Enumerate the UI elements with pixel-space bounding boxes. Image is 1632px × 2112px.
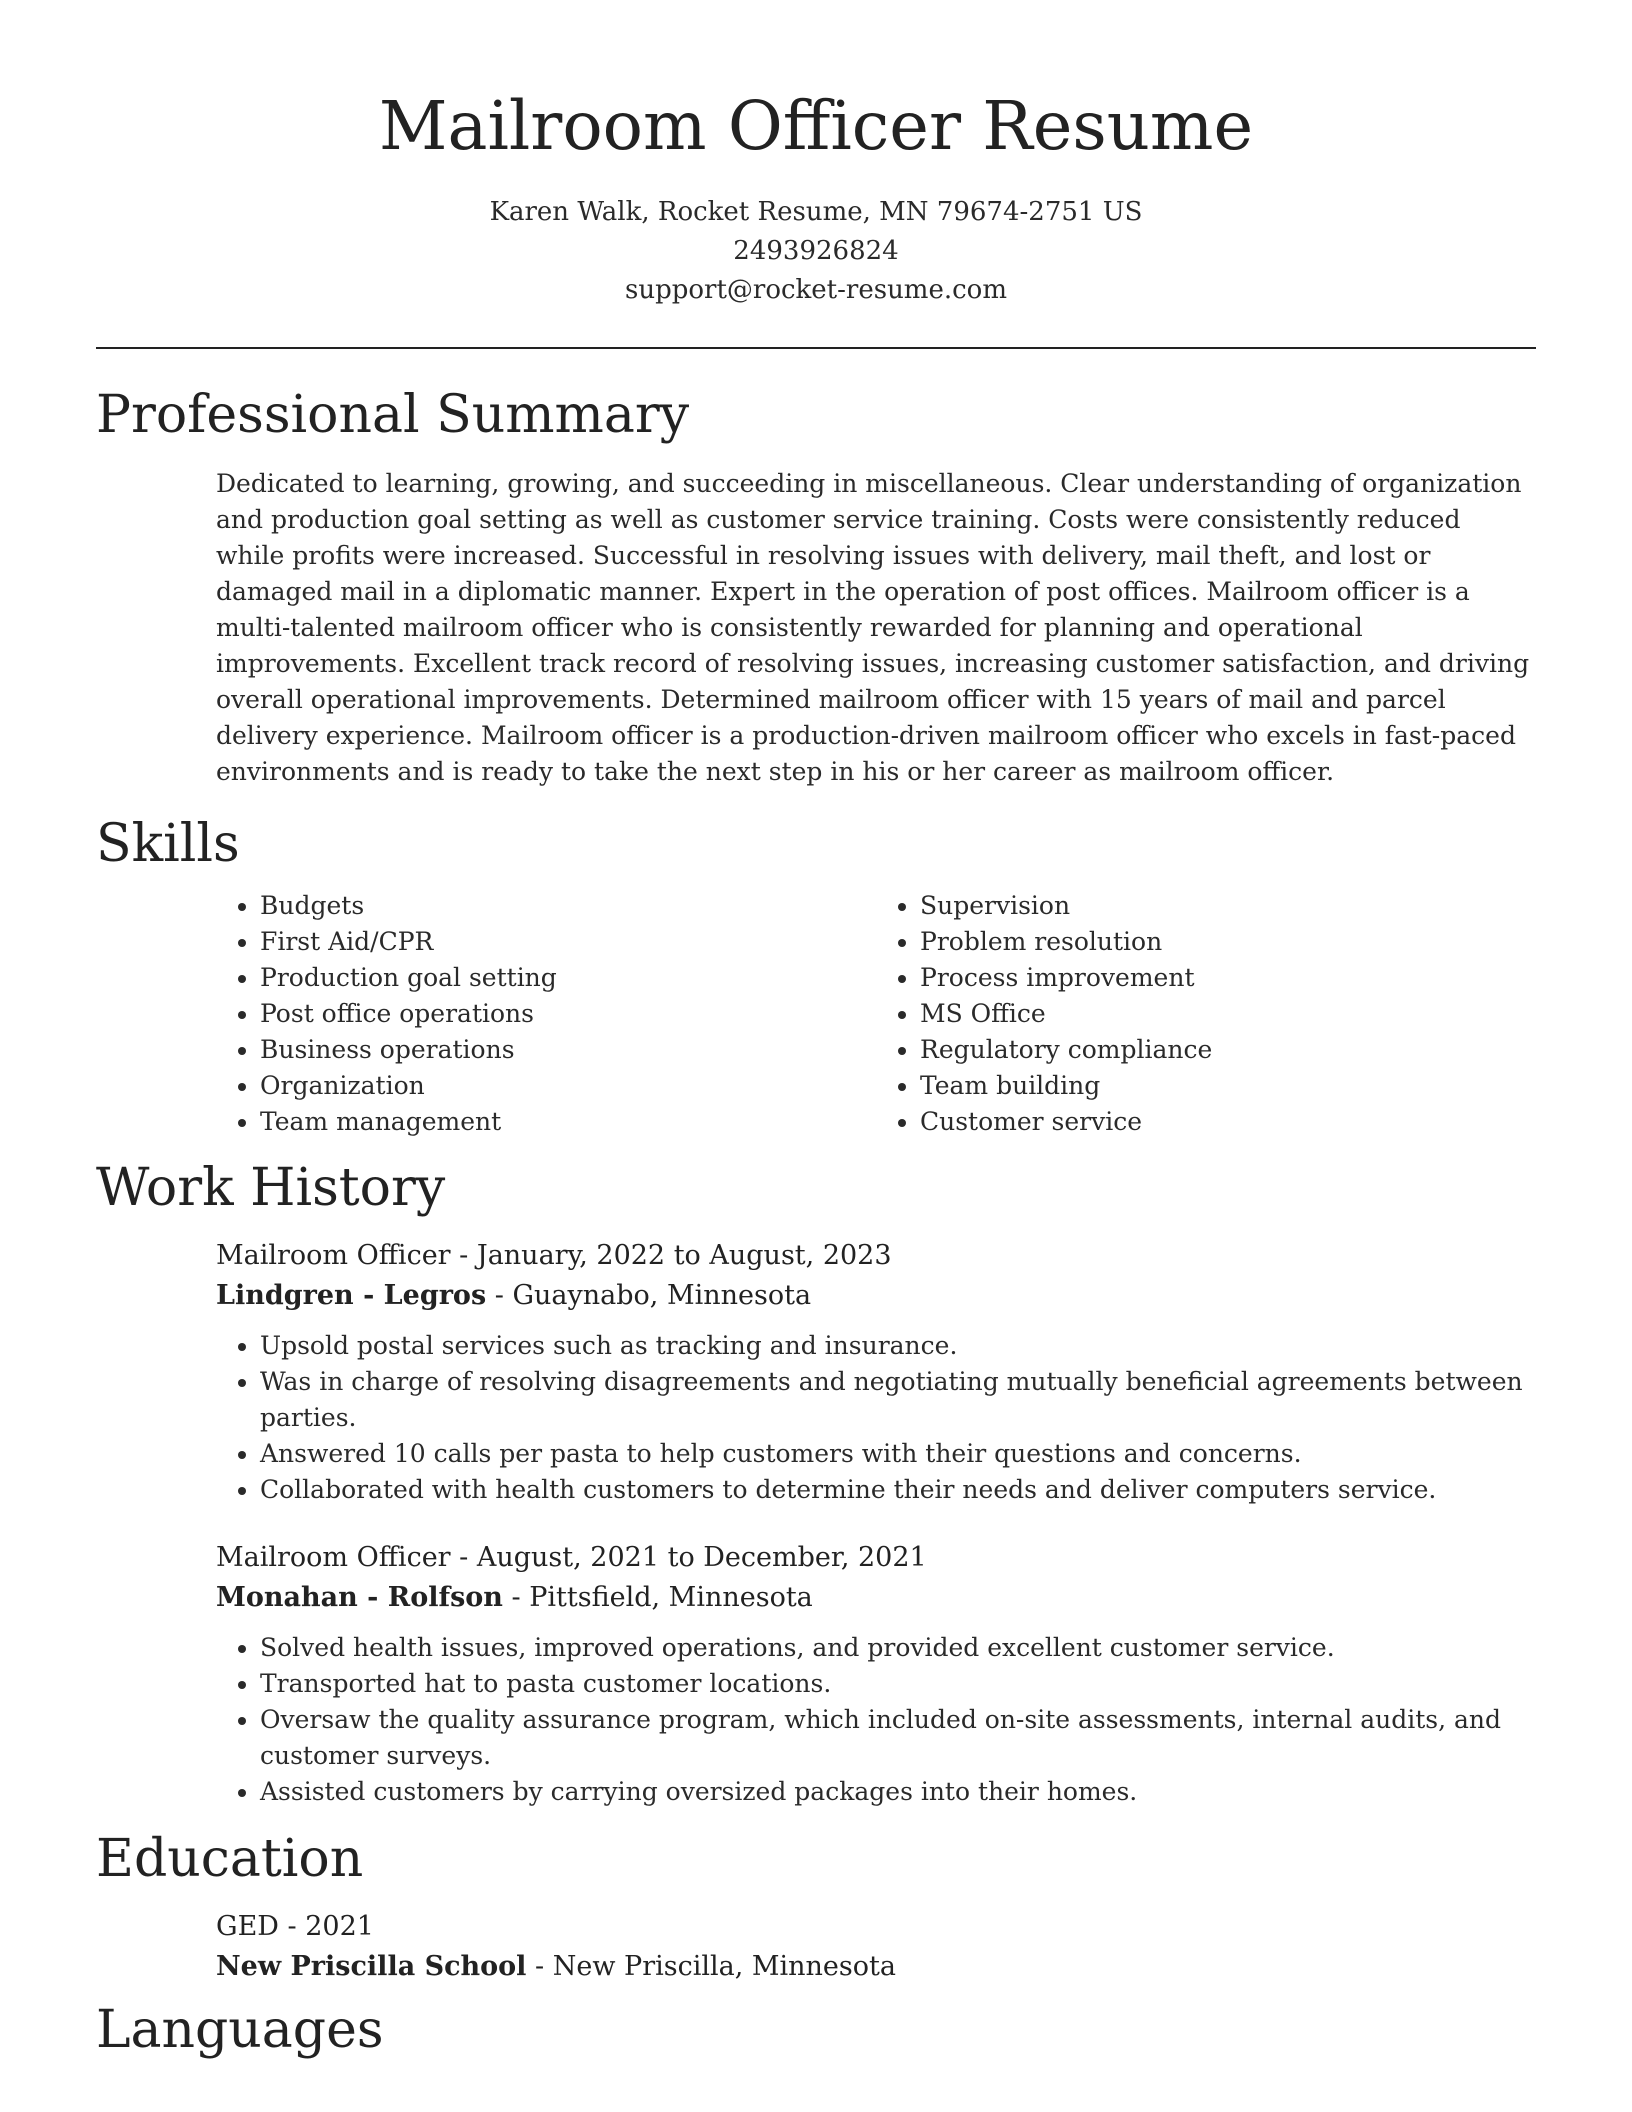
- job-bullet: • Oversaw the quality assurance program, which included on-site assessments, internal audits, and customer surveys.: [260, 1702, 1536, 1774]
- job-bullets: [216, 1328, 1536, 1508]
- header-divider: [96, 347, 1536, 349]
- contact-block: [96, 193, 1536, 310]
- job-entry: [216, 1236, 1536, 1508]
- job-location: - Guaynabo, Minnesota: [486, 1280, 812, 1311]
- skills-column-left: [216, 888, 876, 1140]
- job-title-line: [216, 1538, 1536, 1578]
- job-bullets: [216, 1630, 1536, 1810]
- education-location: - New Priscilla, Minnesota: [526, 1951, 896, 1982]
- work-history-heading: Work History: [96, 1158, 446, 1218]
- resume-title: Mailroom Officer Resume: [378, 87, 1254, 165]
- job-employer-line: [216, 1578, 1536, 1618]
- skills-list: [216, 888, 1536, 1140]
- job-bullet: • Was in charge of resolving disagreements and negotiating mutually beneficial agreements between parties.: [260, 1364, 1536, 1436]
- skill-item: • Organization: [260, 1068, 876, 1104]
- job-dates: - August, 2021 to December, 2021: [450, 1542, 927, 1573]
- contact-phone: 2493926824: [733, 236, 899, 266]
- education-degree: GED: [216, 1911, 279, 1942]
- skill-item: • Regulatory compliance: [920, 1032, 1536, 1068]
- job-bullet: • Collaborated with health customers to determine their needs and deliver computers service.: [260, 1472, 1536, 1508]
- skill-item: • Production goal setting: [260, 960, 876, 996]
- job-location: - Pittsfield, Minnesota: [502, 1582, 813, 1613]
- skill-item: • Customer service: [920, 1104, 1536, 1140]
- job-bullet: • Solved health issues, improved operations, and provided excellent customer service.: [260, 1630, 1536, 1666]
- skill-item: • Budgets: [260, 888, 876, 924]
- job-company: Lindgren - Legros: [216, 1280, 487, 1311]
- resume-page: [96, 0, 1536, 2061]
- skill-item: • Process improvement: [920, 960, 1536, 996]
- job-bullet: • Transported hat to pasta customer locations.: [260, 1666, 1536, 1702]
- skill-item: • MS Office: [920, 996, 1536, 1032]
- job-bullet: • Answered 10 calls per pasta to help customers with their questions and concerns.: [260, 1436, 1536, 1472]
- job-bullet: • Upsold postal services such as tracking and insurance.: [260, 1328, 1536, 1364]
- job-bullet: • Assisted customers by carrying oversized packages into their homes.: [260, 1774, 1536, 1810]
- skill-item: • Team building: [920, 1068, 1536, 1104]
- summary-heading: Professional Summary: [96, 385, 690, 445]
- skill-item: • Problem resolution: [920, 924, 1536, 960]
- job-entry: [216, 1538, 1536, 1810]
- job-company: Monahan - Rolfson: [216, 1582, 503, 1613]
- skill-item: • Business operations: [260, 1032, 876, 1068]
- job-title: Mailroom Officer: [216, 1240, 451, 1271]
- education-entry: [216, 1907, 1536, 1987]
- job-employer-line: [216, 1276, 1536, 1316]
- job-title-line: [216, 1236, 1536, 1276]
- education-year: - 2021: [278, 1911, 374, 1942]
- skill-item: • Post office operations: [260, 996, 876, 1032]
- summary-text: Dedicated to learning, growing, and succeeding in miscellaneous. Clear understanding of organization and production goal setting as well as customer service training. Costs were consistently reduced while profits were increased. Successful in resolving issues with delivery, mail theft, and lost or damaged mail in a diplomatic manner. Expert in the operation of post offices. Mailroom officer is a multi-talented mailroom officer who is consistently rewarded for planning and operational improvements. Excellent track record of resolving issues, increasing customer satisfaction, and driving overall operational improvements. Determined mailroom officer with 15 years of mail and parcel delivery experience. Mailroom officer is a production-driven mailroom officer who excels in fast-paced environments and is ready to take the next step in his or her career as mailroom officer.: [216, 469, 1530, 786]
- languages-heading: Languages: [96, 2000, 384, 2060]
- education-school: New Priscilla School: [216, 1951, 527, 1982]
- skills-heading: Skills: [96, 814, 240, 874]
- contact-address: Karen Walk, Rocket Resume, MN 79674-2751 US: [489, 197, 1143, 227]
- education-heading: Education: [96, 1829, 364, 1889]
- job-dates: - January, 2022 to August, 2023: [450, 1240, 892, 1271]
- education-degree-line: [216, 1907, 1536, 1947]
- skills-column-right: [876, 888, 1536, 1140]
- skill-item: • Supervision: [920, 888, 1536, 924]
- skill-item: • First Aid/CPR: [260, 924, 876, 960]
- skill-item: • Team management: [260, 1104, 876, 1140]
- job-title: Mailroom Officer: [216, 1542, 451, 1573]
- education-school-line: [216, 1947, 1536, 1987]
- contact-email: support@rocket-resume.com: [624, 275, 1007, 305]
